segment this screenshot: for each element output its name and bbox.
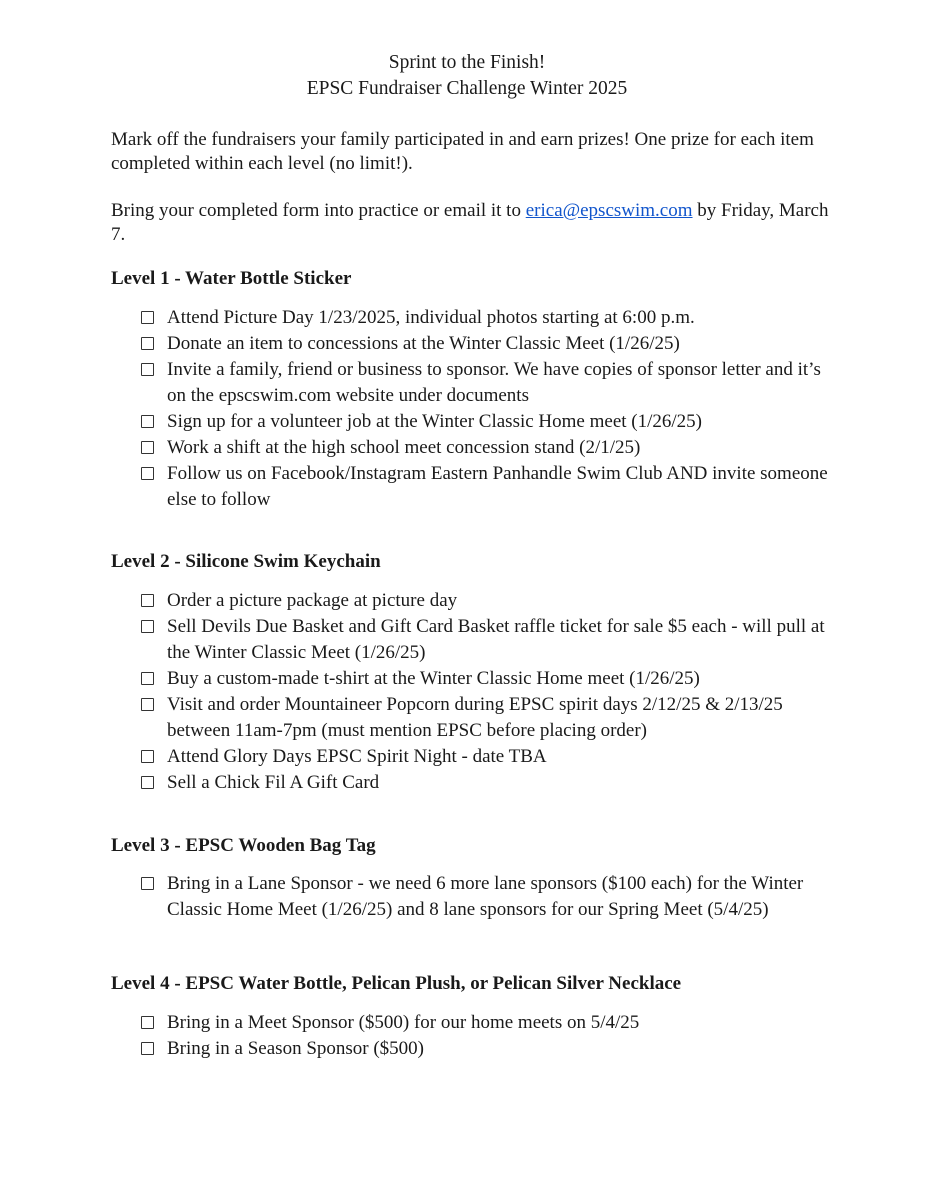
checklist-item <box>140 1036 840 1062</box>
item-label: Attend Picture Day 1/23/2025, individual photos starting at 6:00 p.m. <box>167 307 695 328</box>
item-label: Sell a Chick Fil A Gift Card <box>167 772 380 793</box>
checklist-item <box>140 305 840 331</box>
checkbox[interactable] <box>141 1042 154 1055</box>
checklist-item <box>140 692 840 744</box>
item-label: Work a shift at the high school meet concession stand (2/1/25) <box>167 437 641 458</box>
instructions-paragraph <box>111 199 831 247</box>
checklist-item <box>140 666 840 692</box>
checkbox[interactable] <box>141 337 154 350</box>
checklist-item <box>140 357 840 409</box>
checklist-item <box>140 331 840 357</box>
checkbox[interactable] <box>141 467 154 480</box>
item-label: Donate an item to concessions at the Winter Classic Meet (1/26/25) <box>167 333 680 354</box>
item-label: Invite a family, friend or business to sponsor. We have copies of sponsor letter and it’s on the epscswim.com website under documents <box>167 359 821 406</box>
checkbox[interactable] <box>141 620 154 633</box>
checklist-item <box>140 744 840 770</box>
item-label: Bring in a Lane Sponsor - we need 6 more lane sponsors ($100 each) for the Winter Classic Home Meet (1/26/25) and 8 lane sponsors for our Spring Meet (5/4/25) <box>167 873 804 920</box>
checkbox[interactable] <box>141 363 154 376</box>
checklist-item <box>140 409 840 435</box>
checkbox[interactable] <box>141 698 154 711</box>
checklist-item <box>140 588 840 614</box>
checklist-item <box>140 871 840 923</box>
item-label: Bring in a Season Sponsor ($500) <box>167 1038 425 1059</box>
page-title-line-2: EPSC Fundraiser Challenge Winter 2025 <box>306 78 628 99</box>
item-label: Sign up for a volunteer job at the Winter Classic Home meet (1/26/25) <box>167 411 702 432</box>
checklist-item <box>140 614 840 666</box>
email-link[interactable]: erica@epscswim.com <box>525 200 693 221</box>
item-label: Attend Glory Days EPSC Spirit Night - date TBA <box>167 746 547 767</box>
intro-paragraph: Mark off the fundraisers your family participated in and earn prizes! One prize for each item completed within each level (no limit!). <box>111 129 814 174</box>
instructions-prefix: Bring your completed form into practice or email it to <box>111 200 526 221</box>
level-3-checklist <box>140 871 840 923</box>
checklist-item <box>140 770 840 796</box>
item-label: Bring in a Meet Sponsor ($500) for our home meets on 5/4/25 <box>167 1012 640 1033</box>
level-3-heading: Level 3 - EPSC Wooden Bag Tag <box>111 835 376 856</box>
checkbox[interactable] <box>141 672 154 685</box>
checkbox[interactable] <box>141 750 154 763</box>
checkbox[interactable] <box>141 415 154 428</box>
checkbox[interactable] <box>141 594 154 607</box>
level-2-heading: Level 2 - Silicone Swim Keychain <box>111 551 381 572</box>
level-4-checklist <box>140 1010 840 1062</box>
checkbox[interactable] <box>141 1016 154 1029</box>
item-label: Visit and order Mountaineer Popcorn during EPSC spirit days 2/12/25 & 2/13/25 between 11am-7pm (must mention EPSC before placing order) <box>167 694 783 741</box>
instructions-suffix: by Friday, March 7. <box>111 200 829 245</box>
level-1-heading: Level 1 - Water Bottle Sticker <box>111 268 352 289</box>
level-4-heading: Level 4 - EPSC Water Bottle, Pelican Plush, or Pelican Silver Necklace <box>111 973 682 994</box>
level-1-checklist <box>140 305 840 513</box>
item-label: Order a picture package at picture day <box>167 590 458 611</box>
item-label: Follow us on Facebook/Instagram Eastern Panhandle Swim Club AND invite someone else to follow <box>167 463 828 510</box>
item-label: Sell Devils Due Basket and Gift Card Basket raffle ticket for sale $5 each - will pull at the Winter Classic Meet (1/26/25) <box>167 616 825 663</box>
checkbox[interactable] <box>141 311 154 324</box>
page-title-line-1: Sprint to the Finish! <box>388 52 546 73</box>
checklist-item <box>140 435 840 461</box>
checklist-item <box>140 1010 840 1036</box>
checkbox[interactable] <box>141 877 154 890</box>
checkbox[interactable] <box>141 776 154 789</box>
checklist-item <box>140 461 840 513</box>
checkbox[interactable] <box>141 441 154 454</box>
level-2-checklist <box>140 588 840 796</box>
item-label: Buy a custom-made t-shirt at the Winter Classic Home meet (1/26/25) <box>167 668 700 689</box>
